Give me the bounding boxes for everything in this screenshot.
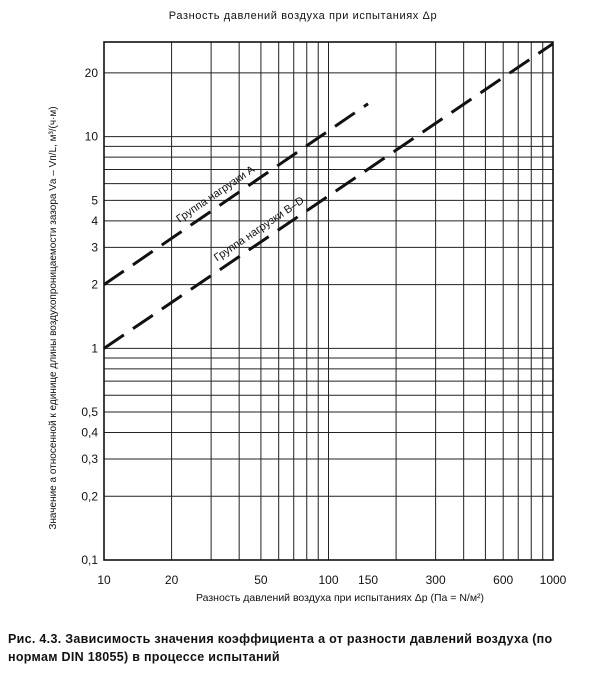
series-label-group-bd: Группа нагрузки В–D: [211, 194, 307, 265]
y-tick-label: 3: [91, 240, 98, 255]
y-tick-label: 0,2: [81, 489, 98, 504]
y-tick-label: 4: [91, 213, 98, 228]
x-tick-label: 10: [97, 573, 111, 587]
y-tick-label: 10: [84, 129, 98, 144]
y-tick-label: 0,5: [81, 405, 98, 420]
y-tick-label: 0,3: [81, 452, 98, 467]
x-tick-label: 150: [358, 573, 379, 587]
y-tick-label: 0,1: [81, 553, 98, 567]
figure-caption: Рис. 4.3. Зависимость значения коэффициента а от разности давлений воздуха (по нормам DIN 18055) в процессе испытаний: [8, 632, 553, 664]
chart-top-title: Разность давлений воздуха при испытаниях Δр: [168, 10, 438, 22]
x-tick-label: 20: [164, 573, 179, 587]
y-axis-label: Значение а относенной к единице длины воздухопроницаемости зазора Vа – Vп/L, м³/(ч·м): [48, 106, 59, 530]
x-tick-label: 300: [425, 573, 446, 587]
x-tick-label: 50: [254, 573, 268, 587]
y-tick-label: 2: [91, 277, 98, 292]
series-label-group-a: Группа нагрузки А: [174, 163, 258, 226]
y-tick-label: 1: [91, 341, 98, 356]
x-tick-label: 600: [493, 573, 514, 587]
y-tick-label: 5: [91, 193, 98, 208]
tick-labels: [81, 66, 566, 587]
y-tick-label: 20: [84, 65, 98, 80]
x-tick-label: 100: [318, 573, 339, 587]
x-axis-label: Разность давлений воздуха при испытаниях Δр (Па = N/м²): [195, 592, 485, 604]
y-tick-label: 0,4: [81, 425, 98, 440]
x-tick-label: 1000: [539, 573, 567, 587]
